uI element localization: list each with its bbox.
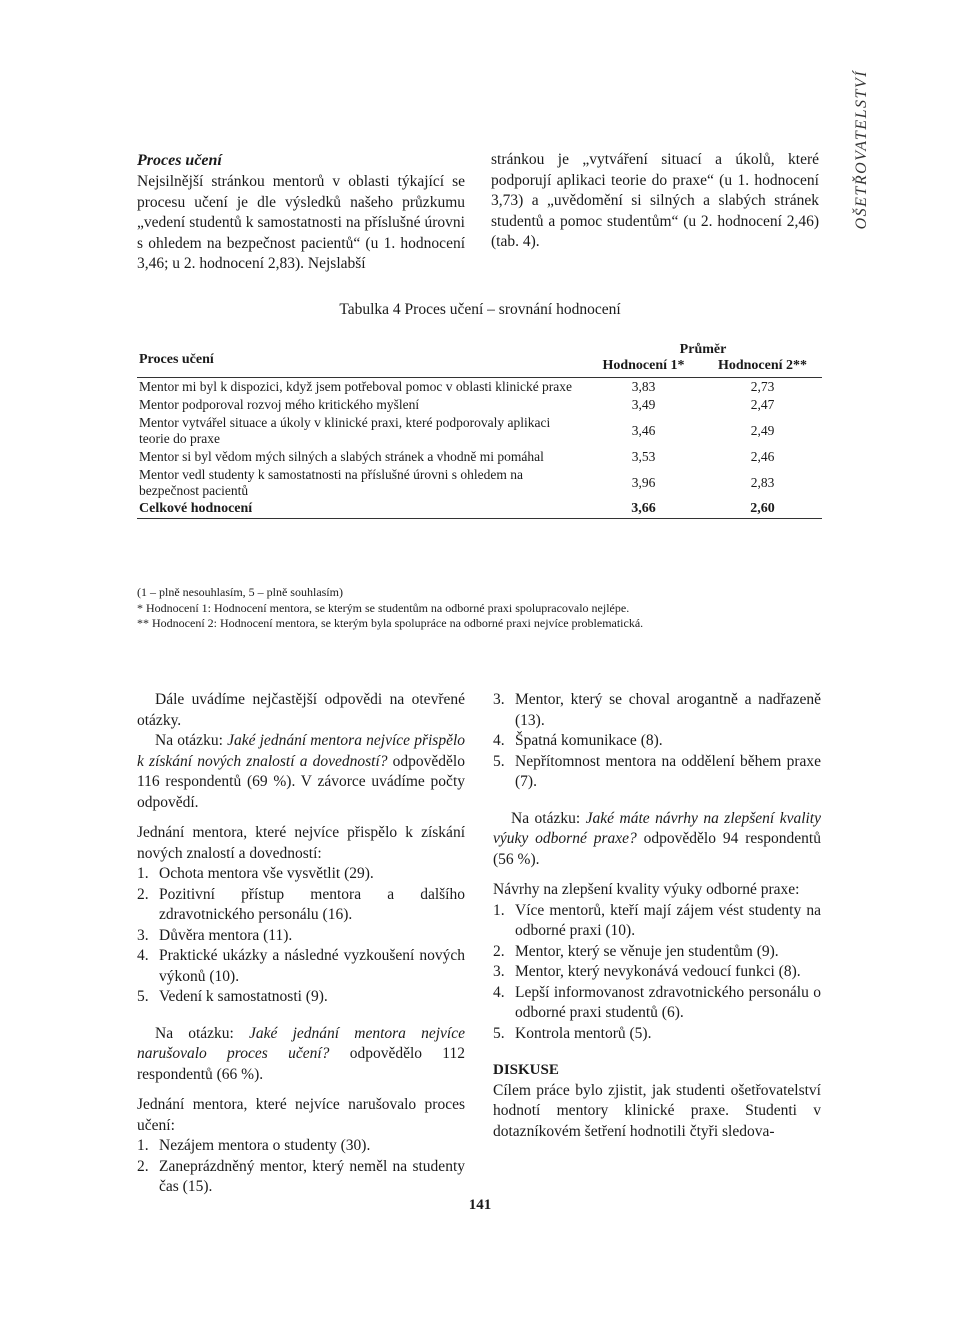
list-item: 4. Praktické ukázky a následné vyzkoušení nových výkonů (10). xyxy=(137,947,465,985)
question-prefix: Na otázku: xyxy=(155,1024,250,1042)
list-item: 5. Vedení k samostatnosti (9). xyxy=(137,988,328,1005)
question-suffix: odpovědělo 94 respondentů (56 %). xyxy=(493,830,821,868)
list-heading: Jednání mentora, které nejvíce narušovalo proces učení: xyxy=(137,1096,465,1134)
total-label: Celkové hodnocení xyxy=(137,500,584,519)
table-row xyxy=(137,448,822,466)
row-label: Mentor vedl studenty k samostatnosti na příslušné úrovni s ohledem na bezpečnost pacientů xyxy=(139,467,523,498)
table-header-row xyxy=(137,342,822,358)
list-item: 4. Špatná komunikace (8). xyxy=(493,732,663,749)
row-label: Mentor si byl vědom mých silných a slabých stránek a vhodně mi pomáhal xyxy=(139,449,544,464)
table-notes xyxy=(137,585,837,632)
row-value-1: 3,83 xyxy=(631,379,656,394)
list-item: 3. Důvěra mentora (11). xyxy=(137,926,293,944)
row-value-2: 2,73 xyxy=(750,379,775,394)
list-item: 1. Nezájem mentora o studenty (30). xyxy=(137,1137,371,1154)
table-header-group: Průměr xyxy=(679,342,727,357)
question-suffix: odpovědělo 112 respondentů (66 %). xyxy=(137,1045,465,1083)
page-number: 141 xyxy=(468,1197,492,1213)
list-item: 2. Zaneprázdněný mentor, který neměl na studenty čas (15). xyxy=(137,1157,465,1195)
paragraph: Cílem práce bylo zjistit, jak studenti ošetřovatelství hodnotí mentory klinické praxe. Studenti v dotazníkovém šetření hodnotili čtyři sledova- xyxy=(493,1081,821,1140)
row-value-2: 2,83 xyxy=(750,475,775,490)
row-value-1: 3,96 xyxy=(631,475,656,490)
total-value-1: 3,66 xyxy=(584,500,703,519)
row-label: Mentor vytvářel situace a úkoly v klinické praxi, které podporovaly aplikaci teorie do praxe xyxy=(139,415,551,446)
answer-list xyxy=(137,864,465,1008)
table-row xyxy=(137,378,822,397)
row-value-1: 3,53 xyxy=(631,449,656,464)
table-row xyxy=(137,414,822,448)
top-right-column xyxy=(491,150,819,253)
table-header-label: Proces učení xyxy=(137,342,584,378)
table-note: * Hodnocení 1: Hodnocení mentora, se kterým se studentům na odborné praxi spolupracovalo nejlépe. xyxy=(137,600,630,615)
row-label: Mentor mi byl k dispozici, když jsem potřeboval pomoc v oblasti klinické praxe xyxy=(139,379,573,394)
bottom-right-column xyxy=(493,690,821,1142)
results-table xyxy=(137,342,822,519)
table-caption: Tabulka 4 Proces učení – srovnání hodnocení xyxy=(339,301,621,318)
list-item: 3. Mentor, který se choval arogantně a nadřazeně (13). xyxy=(493,691,821,729)
question-prefix: Na otázku: xyxy=(155,732,228,749)
question-text: Jaké jednání mentora nejvíce narušovalo proces učení? xyxy=(137,1024,465,1062)
section-heading: Proces učení xyxy=(137,152,222,169)
table-header-col2: Hodnocení 2** xyxy=(703,358,822,378)
answer-list xyxy=(493,690,821,793)
total-value-2: 2,60 xyxy=(703,500,822,519)
row-value-2: 2,49 xyxy=(750,423,775,438)
running-section-label: OŠETŘOVATELSTVÍ xyxy=(853,70,870,230)
question-text: Jaké jednání mentora nejvíce přispělo k získání nových znalostí a dovedností? xyxy=(137,732,466,770)
list-item: 2. Pozitivní přístup mentora a dalšího zdravotnického personálu (16). xyxy=(137,885,465,923)
list-item: 3. Mentor, který nevykonává vedoucí funkci (8). xyxy=(493,963,801,980)
list-item: 1. Více mentorů, kteří mají zájem vést studenty na odborné praxi (10). xyxy=(493,901,821,939)
list-item: 1. Ochota mentora vše vysvětlit (29). xyxy=(137,865,374,882)
table-note: ** Hodnocení 2: Hodnocení mentora, se kterým byla spolupráce na odborné praxi nejvíce problematická. xyxy=(137,616,644,630)
list-item: 5. Kontrola mentorů (5). xyxy=(493,1024,652,1042)
bottom-left-column xyxy=(137,690,465,1198)
row-value-2: 2,47 xyxy=(750,397,775,412)
question-paragraph xyxy=(493,809,821,871)
row-value-2: 2,46 xyxy=(750,449,775,464)
list-heading: Jednání mentora, které nejvíce přispělo k získání nových znalostí a dovedností: xyxy=(137,824,465,862)
table-header-col1: Hodnocení 1* xyxy=(584,358,703,378)
question-prefix: Na otázku: xyxy=(511,809,586,827)
paragraph: Dále uvádíme nejčastější odpovědi na otevřené otázky. xyxy=(137,691,465,729)
top-left-column xyxy=(137,150,465,275)
list-item: 2. Mentor, který se věnuje jen studentům (9). xyxy=(493,942,779,960)
table-note: (1 – plně nesouhlasím, 5 – plně souhlasím) xyxy=(137,585,343,599)
list-item: 5. Nepřítomnost mentora na oddělení během praxe (7). xyxy=(493,752,821,790)
discussion-heading: DISKUSE xyxy=(493,1062,559,1078)
paragraph: stránkou je „vytváření situací a úkolů, které podporují aplikaci teorie do praxe“ (u 1. hodnocení 3,73) a „uvědomění si silných a slabých stránek studentů a pomoc studentům“ (u 2. hodnocení 2,46) (tab. 4). xyxy=(491,151,819,250)
list-item: 4. Lepší informovanost zdravotnického personálu o odborné praxi studentů (6). xyxy=(493,983,821,1021)
row-label: Mentor podporoval rozvoj mého kritického myšlení xyxy=(139,397,420,412)
list-heading: Návrhy na zlepšení kvality výuky odborné praxe: xyxy=(493,881,800,898)
question-text: Jaké máte návrhy na zlepšení kvality výuky odborné praxe? xyxy=(493,809,821,847)
table-row xyxy=(137,466,822,500)
paragraph: Nejsilnější stránkou mentorů v oblasti týkající se procesu učení je dle výsledků našeho průzkumu „vedení studentů k samostatnosti na příslušné úrovni s ohledem na bezpečnost pacientů“ (u 1. hodnocení 3,46; u 2. hodnocení 2,83). Nejslabší xyxy=(137,173,465,272)
question-suffix: odpovědělo 116 respondentů (69 %). V závorce uvádíme počty odpovědí. xyxy=(137,752,465,811)
answer-list xyxy=(493,901,821,1045)
table-row xyxy=(137,396,822,414)
row-value-1: 3,46 xyxy=(631,423,656,438)
question-paragraph xyxy=(137,1024,465,1086)
question-paragraph xyxy=(137,731,465,813)
row-value-1: 3,49 xyxy=(631,397,656,412)
table-total-row xyxy=(137,500,822,519)
answer-list xyxy=(137,1136,465,1198)
